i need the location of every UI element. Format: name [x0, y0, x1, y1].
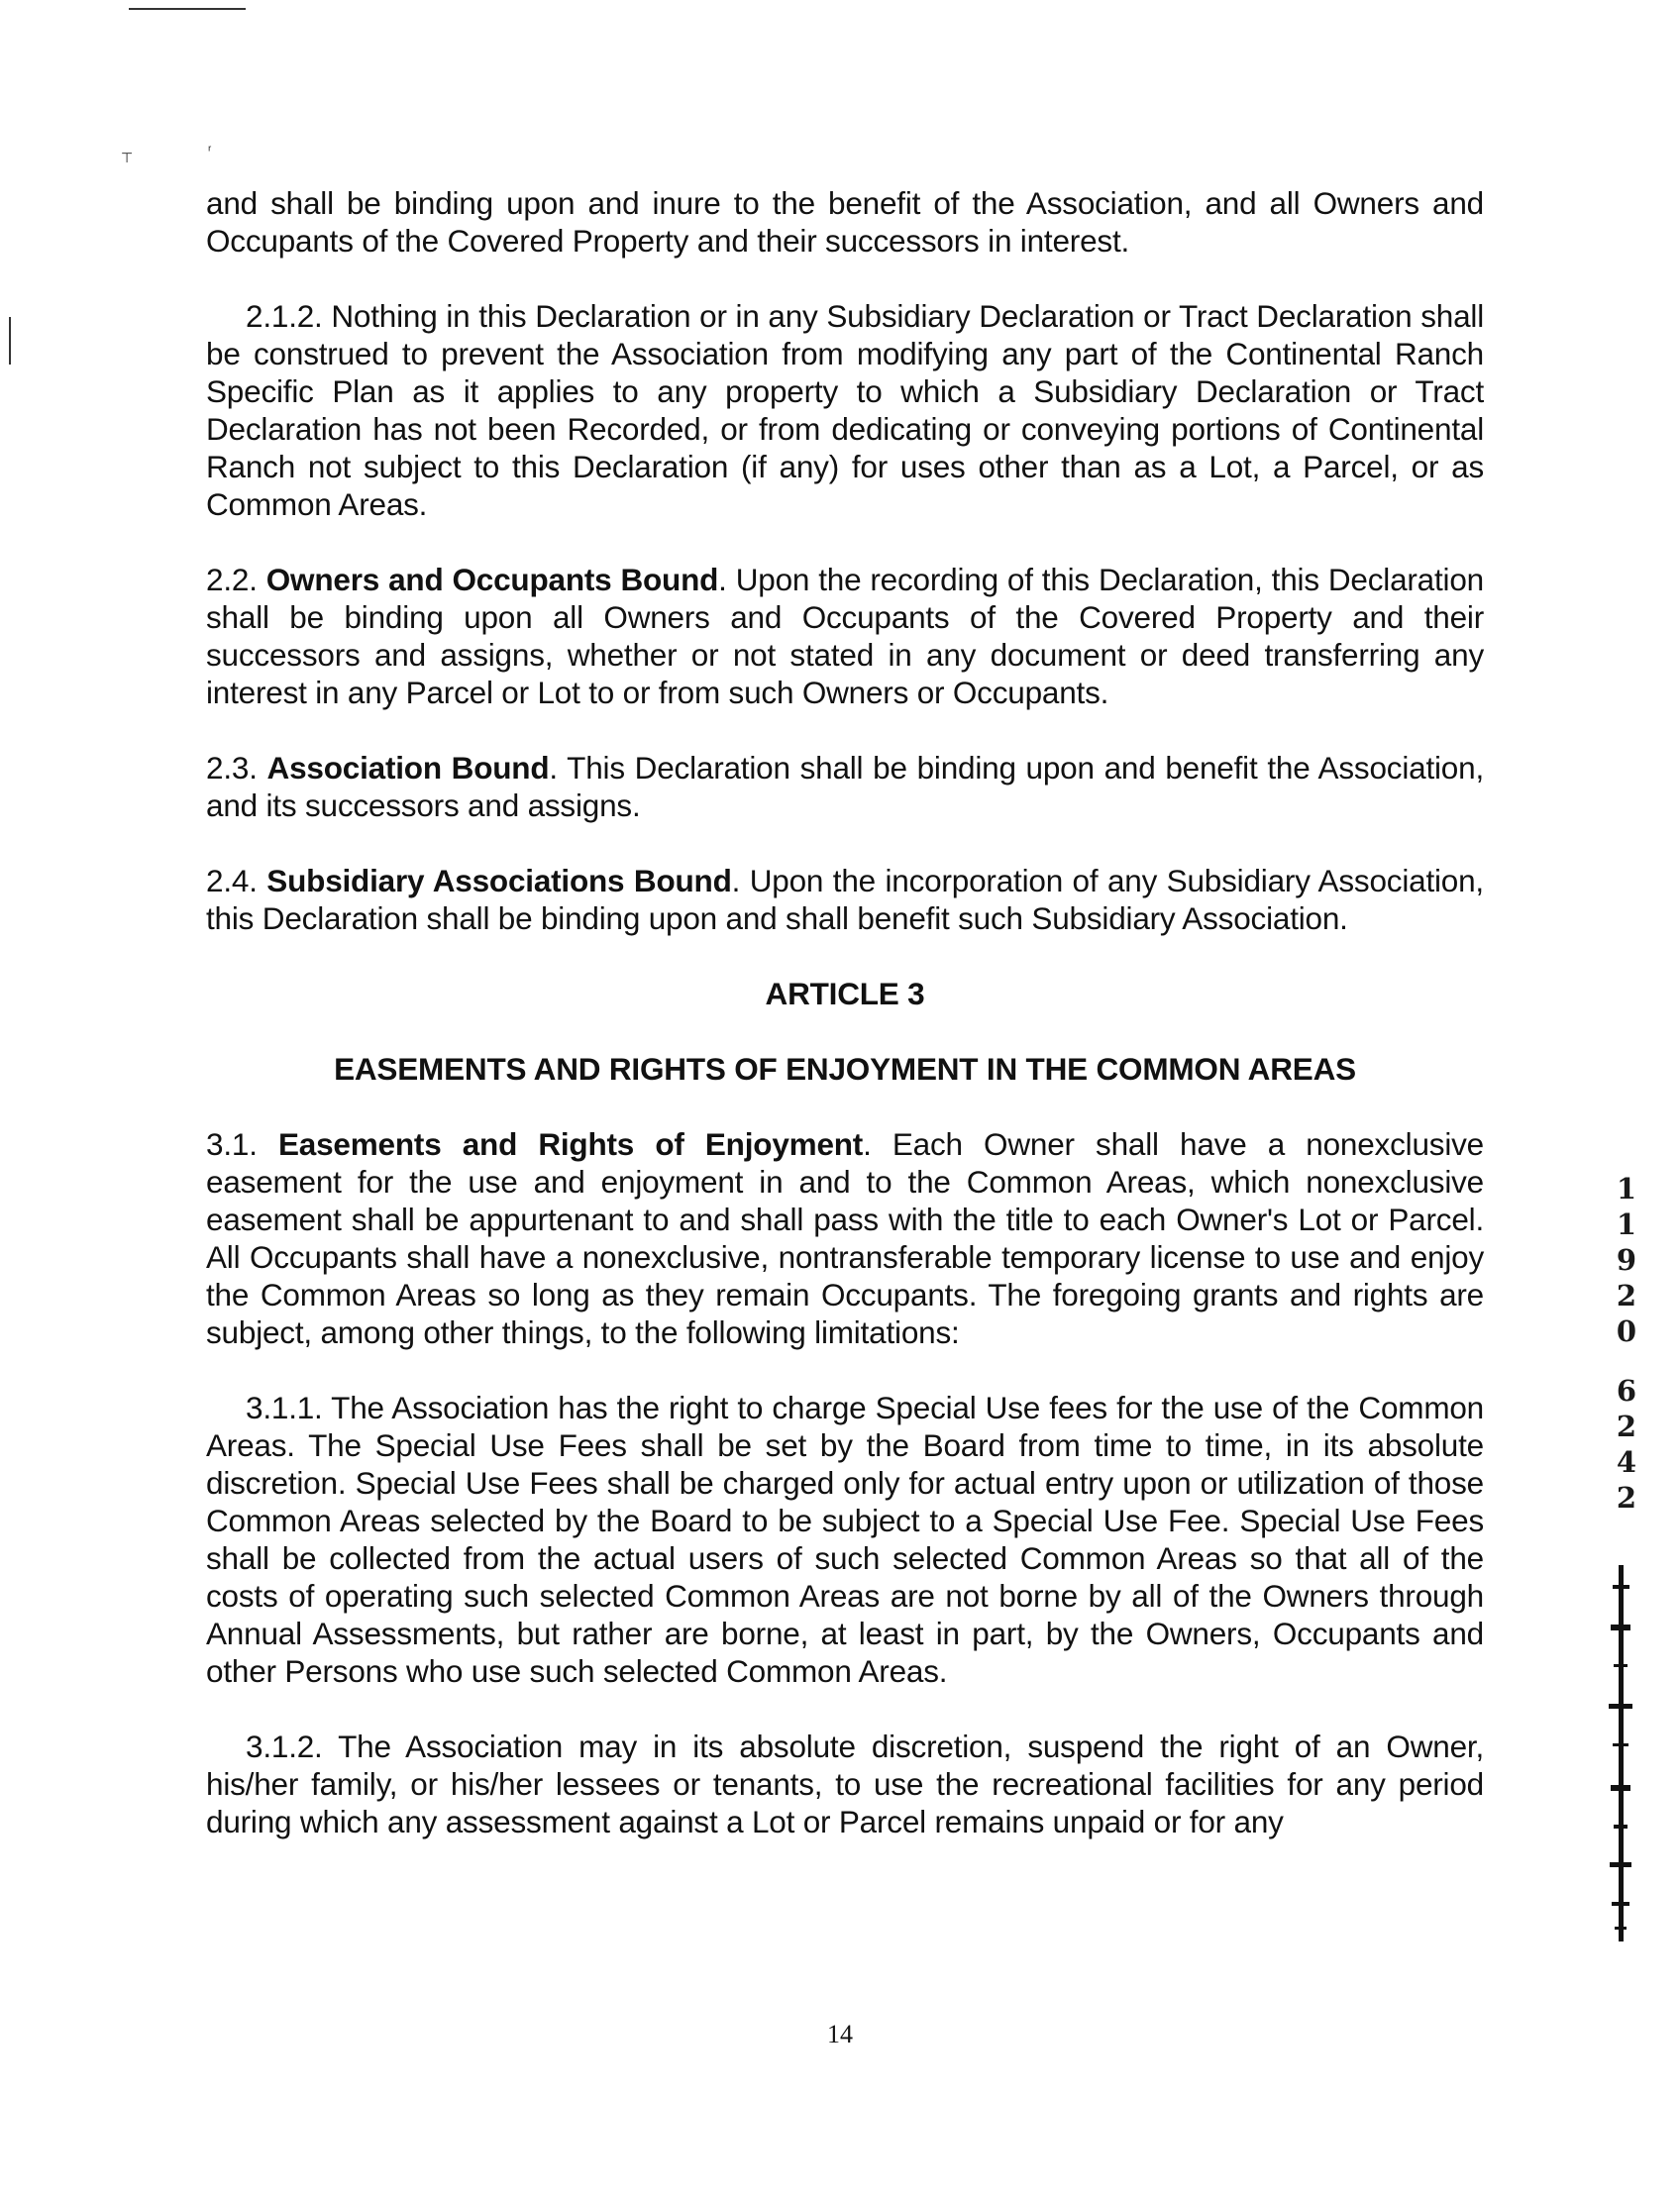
body-text [206, 184, 1484, 1840]
barcode-stamp [1599, 1565, 1642, 1941]
section-heading: Owners and Occupants Bound [265, 562, 719, 597]
paragraph-3-1-1: 3.1.1. The Association has the right to charge Special Use fees for the use of the Common Areas. The Special Use Fees shall be set by the Board from time to time, in its absolute discretion. Special Use Fees shall be charged only for actual entry upon or utilization of those Common Areas selected by the Board to be subject to a Special Use Fee. Special Use Fees shall be collected from the actual users of such selected Common Areas so that all of the costs of operating such selected Common Areas are not borne by all of the Owners through Annual Assessments, but rather are borne, at least in part, by the Owners, Occupants and other Persons who use such selected Common Areas. [206, 1390, 1484, 1689]
section-body: . This Declaration shall be binding upon and benefit the Association, and its successors and assigns. [206, 750, 1484, 823]
section-number: 2.4. [206, 863, 258, 898]
section-body: . Upon the incorporation of any Subsidiary Association, this Declaration shall be binding upon and shall benefit such Subsidiary Association. [206, 863, 1484, 936]
paragraph-2-1-2: 2.1.2. Nothing in this Declaration or in any Subsidiary Declaration or Tract Declaration shall be construed to prevent the Association from modifying any part of the Continental Ranch Specific Plan as it applies to any property to which a Subsidiary Declaration or Tract Declaration has not been Recorded, or from dedicating or conveying portions of Continental Ranch not subject to this Declaration (if any) for uses other than as a Lot, a Parcel, or as Common Areas. [206, 298, 1484, 522]
stamp-digit: 6 [1616, 1374, 1637, 1408]
paragraph-3-1 [206, 1125, 1484, 1351]
recording-stamp-digits [1607, 1171, 1646, 1516]
paragraph-2-2 [206, 561, 1484, 711]
paragraph-2-4 [206, 862, 1484, 937]
page-number: 14 [827, 2020, 853, 2048]
margin-mark: ⊤ [121, 150, 134, 165]
paragraph-3-1-2: 3.1.2. The Association may in its absolute discretion, suspend the right of an Owner, his/her family, or his/her lessees or tenants, to use the recreational facilities for any period during which any assessment against a Lot or Parcel remains unpaid or for any [206, 1729, 1484, 1839]
stamp-digit: 2 [1616, 1481, 1637, 1515]
stamp-digit: 2 [1616, 1279, 1637, 1312]
section-body: . Upon the recording of this Declaration, this Declaration shall be binding upon all Owners and Occupants of the Covered Property and their successors and assigns, whether or not stated in any document or deed transferring any interest in any Parcel or Lot to or from such Owners or Occupants. [206, 562, 1484, 710]
stamp-digit: 1 [1616, 1207, 1637, 1241]
stamp-gap [1607, 1349, 1646, 1373]
article-heading: EASEMENTS AND RIGHTS OF ENJOYMENT IN THE COMMON AREAS [334, 1051, 1356, 1087]
section-heading: Subsidiary Associations Bound [266, 863, 732, 898]
margin-bar [9, 317, 11, 365]
top-rule [129, 8, 246, 10]
paragraph-continuation: and shall be binding upon and inure to the benefit of the Association, and all Owners and Occupants of the Covered Property and their successors in interest. [206, 185, 1484, 259]
article-title: ARTICLE 3 [765, 976, 925, 1011]
section-heading: Easements and Rights of Enjoyment [277, 1126, 864, 1162]
stamp-digit: 0 [1616, 1314, 1637, 1348]
stamp-digit: 1 [1616, 1172, 1637, 1206]
paragraph-2-3 [206, 749, 1484, 824]
section-number: 2.3. [206, 750, 258, 786]
section-number: 3.1. [206, 1126, 258, 1162]
stamp-digit: 4 [1616, 1445, 1637, 1479]
stamp-digit: 9 [1616, 1243, 1637, 1277]
section-number: 2.2. [206, 562, 258, 597]
section-body: . Each Owner shall have a nonexclusive easement for the use and enjoyment in and to the Common Areas, which nonexclusive easement shall be appurtenant to and shall pass with the title to each Owner's Lot or Parcel. All Occupants shall have a nonexclusive, nontransferable temporary license to use and enjoy the Common Areas so long as they remain Occupants. The foregoing grants and rights are subject, among other things, to the following limitations: [206, 1126, 1484, 1350]
stamp-digit: 2 [1616, 1410, 1637, 1443]
margin-mark: ʳ [208, 142, 212, 157]
section-heading: Association Bound [266, 750, 550, 786]
